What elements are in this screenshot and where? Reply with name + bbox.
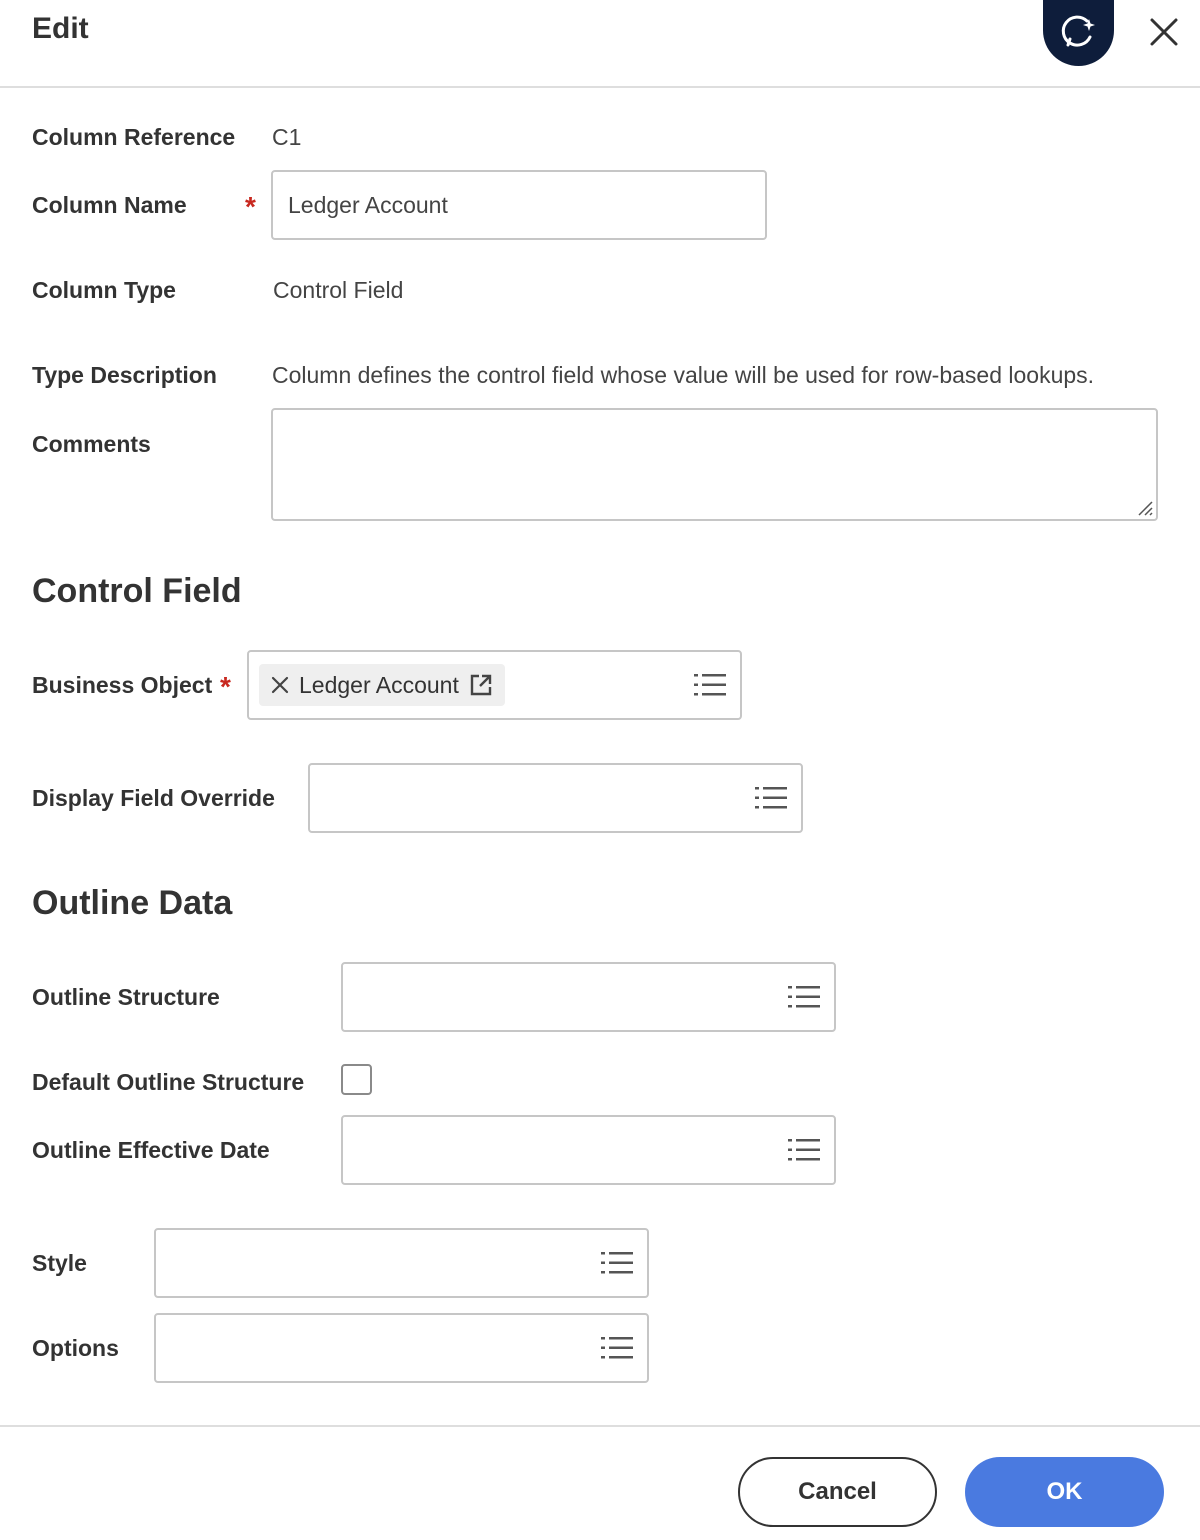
column-reference-label: Column Reference <box>32 124 236 150</box>
business-object-prompt[interactable] <box>247 650 742 720</box>
resize-handle-icon[interactable] <box>1137 500 1153 516</box>
default-outline-structure-label: Default Outline Structure <box>32 1069 305 1095</box>
display-field-override-prompt[interactable] <box>308 763 803 833</box>
list-icon[interactable] <box>788 1137 820 1163</box>
style-prompt[interactable] <box>154 1228 649 1298</box>
column-type-label: Column Type <box>32 277 176 303</box>
outline-structure-label: Outline Structure <box>32 984 220 1010</box>
control-field-section-title: Control Field <box>32 572 242 610</box>
business-object-label: Business Object <box>32 672 213 698</box>
x-icon[interactable] <box>271 676 289 694</box>
outline-effective-date-prompt[interactable] <box>341 1115 836 1185</box>
outline-effective-date-label: Outline Effective Date <box>32 1137 270 1163</box>
display-field-override-label: Display Field Override <box>32 785 275 811</box>
assistant-button[interactable] <box>1043 0 1114 66</box>
chat-sparkle-icon <box>1059 13 1099 53</box>
options-label: Options <box>32 1335 119 1361</box>
list-icon[interactable] <box>694 672 726 698</box>
list-icon[interactable] <box>755 785 787 811</box>
type-description-value: Column defines the control field whose value will be used for row-based lookups. <box>272 362 1095 388</box>
default-outline-structure-checkbox[interactable] <box>341 1064 372 1095</box>
options-prompt[interactable] <box>154 1313 649 1383</box>
column-type-value: Control Field <box>273 277 404 303</box>
list-icon[interactable] <box>601 1335 633 1361</box>
column-name-input[interactable] <box>271 170 767 240</box>
style-label: Style <box>32 1250 87 1276</box>
dialog-header <box>0 0 1200 88</box>
comments-label: Comments <box>32 431 151 457</box>
close-icon <box>1149 17 1179 47</box>
comments-textarea[interactable] <box>271 408 1158 521</box>
type-description-label: Type Description <box>32 362 217 388</box>
outline-structure-prompt[interactable] <box>341 962 836 1032</box>
outline-data-section-title: Outline Data <box>32 884 233 922</box>
selected-item-pill <box>259 664 505 706</box>
column-name-label: Column Name <box>32 192 187 218</box>
ok-button[interactable]: OK <box>965 1457 1164 1527</box>
external-link-icon[interactable] <box>469 673 493 697</box>
column-name-input-value: Ledger Account <box>288 191 448 218</box>
dialog-footer <box>0 1425 1200 1540</box>
dialog-title: Edit <box>32 12 89 45</box>
selected-item-label[interactable]: Ledger Account <box>299 671 459 698</box>
required-indicator: * <box>245 191 256 222</box>
list-icon[interactable] <box>788 984 820 1010</box>
column-reference-value: C1 <box>272 124 302 150</box>
required-indicator: * <box>220 671 231 702</box>
cancel-button[interactable]: Cancel <box>738 1457 937 1527</box>
close-button[interactable] <box>1144 12 1184 52</box>
list-icon[interactable] <box>601 1250 633 1276</box>
